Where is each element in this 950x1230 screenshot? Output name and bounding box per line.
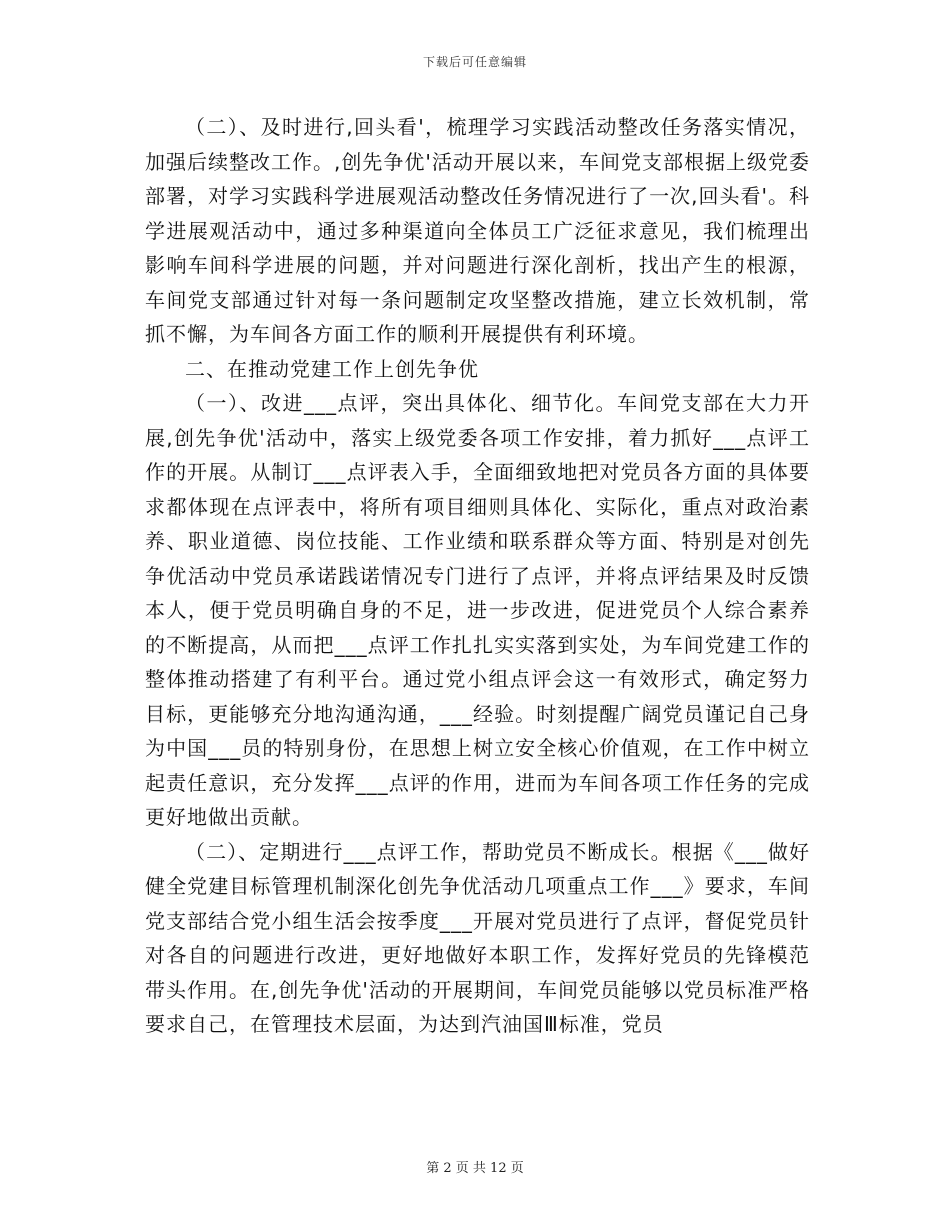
document-body	[145, 110, 810, 1042]
paragraph-improve-review: （一）、改进___点评，突出具体化、细节化。车间党支部在大力开展,创先争优'活动中，落实上级党委各项工作安排，着力抓好___点评工作的开展。从制订___点评表入手，全面细致地把对党员各方面的具体要求都体现在点评表中，将所有项目细则具体化、实际化，重点对政治素养、职业道德、岗位技能、工作业绩和联系群众等方面、特别是对创先争优活动中党员承诺践诺情况专门进行了点评，并将点评结果及时反馈本人，便于党员明确自身的不足，进一步改进，促进党员个人综合素养的不断提高，从而把___点评工作扎扎实实落到实处，为车间党建工作的整体推动搭建了有利平台。通过党小组点评会这一有效形式，确定努力目标，更能够充分地沟通沟通，___经验。时刻提醒广阔党员谨记自己身为中国___员的特别身份，在思想上树立安全核心价值观，在工作中树立起责任意识，充分发挥___点评的作用，进而为车间各项工作任务的完成更好地做出贡献。	[145, 391, 810, 829]
page-footer: 第 2 页 共 12 页	[426, 1161, 524, 1176]
page-header: 下载后可任意编辑	[422, 55, 527, 69]
paragraph-rectification-review: （二）、及时进行,回头看'，梳理学习实践活动整改任务落实情况，加强后续整改工作。,创先争优'活动开展以来，车间党支部根据上级党委部署，对学习实践科学进展观活动整改任务情况进行了一次,回头看'。科学进展观活动中，通过多种渠道向全体员工广泛征求意见，我们梳理出影响车间科学进展的问题，并对问题进行深化剖析，找出产生的根源，车间党支部通过针对每一条问题制定攻坚整改措施，建立长效机制，常抓不懈，为车间各方面工作的顺利开展提供有利环境。	[145, 115, 810, 346]
paragraph-regular-review: （二）、定期进行___点评工作，帮助党员不断成长。根据《___做好健全党建目标管理机制深化创先争优活动几项重点工作___》要求，车间党支部结合党小组生活会按季度___开展对党员进行了点评，督促党员针对各自的问题进行改进，更好地做好本职工作，发挥好党员的先锋模范带头作用。在,创先争优'活动的开展期间，车间党员能够以党员标准严格要求自己，在管理技术层面，为达到汽油国Ⅲ标准，党员	[145, 839, 810, 1036]
section-heading-party-building: 二、在推动党建工作上创先争优	[185, 356, 479, 381]
